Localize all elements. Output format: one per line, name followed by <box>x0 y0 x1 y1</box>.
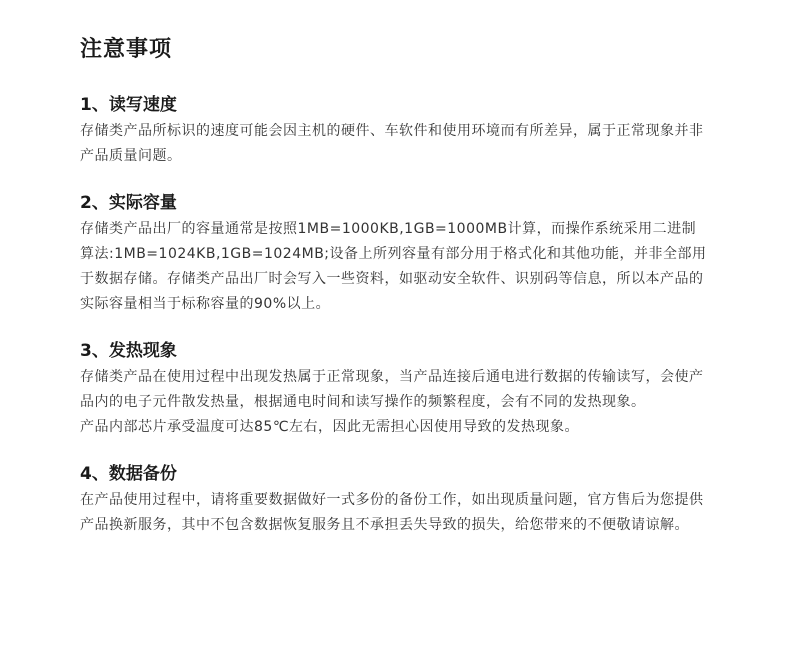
section-paragraph: 存储类产品出厂的容量通常是按照1MB=1000KB,1GB=1000MB计算，而操作系统采用二进制算法:1MB=1024KB,1GB=1024MB;设备上所列容量有部分用于格式化和其他功能，并非全部用于数据存储。存储类产品出厂时会写入一些资料，如驱动安全软件、识别码等信息，所以本产品的实际容量相当于标称容量的90%以上。 <box>80 221 707 312</box>
section-actual-capacity <box>80 190 760 317</box>
section-heading: 3、发热现象 <box>80 341 177 361</box>
page-title: 注意事项 <box>80 37 173 62</box>
section-body <box>80 488 760 538</box>
section-data-backup <box>80 461 760 538</box>
section-body <box>80 217 760 317</box>
section-heading: 1、读写速度 <box>80 95 177 115</box>
section-paragraph: 产品内部芯片承受温度可达85℃左右，因此无需担心因使用导致的发热现象。 <box>80 419 580 435</box>
section-read-write-speed <box>80 92 760 169</box>
section-paragraph: 存储类产品在使用过程中出现发热属于正常现象，当产品连接后通电进行数据的传输读写，会使产品内的电子元件散发热量，根据通电时间和读写操作的频繁程度，会有不同的发热现象。 <box>80 369 704 410</box>
section-body <box>80 365 760 440</box>
section-paragraph: 存储类产品所标识的速度可能会因主机的硬件、车软件和使用环境而有所差异，属于正常现象并非产品质量问题。 <box>80 123 704 164</box>
section-body <box>80 119 760 169</box>
section-heat <box>80 338 760 440</box>
section-heading: 2、实际容量 <box>80 193 177 213</box>
section-heading: 4、数据备份 <box>80 464 177 484</box>
section-paragraph: 在产品使用过程中，请将重要数据做好一式多份的备份工作，如出现质量问题，官方售后为您提供产品换新服务，其中不包含数据恢复服务且不承担丢失导致的损失，给您带来的不便敬请谅解。 <box>80 492 704 533</box>
